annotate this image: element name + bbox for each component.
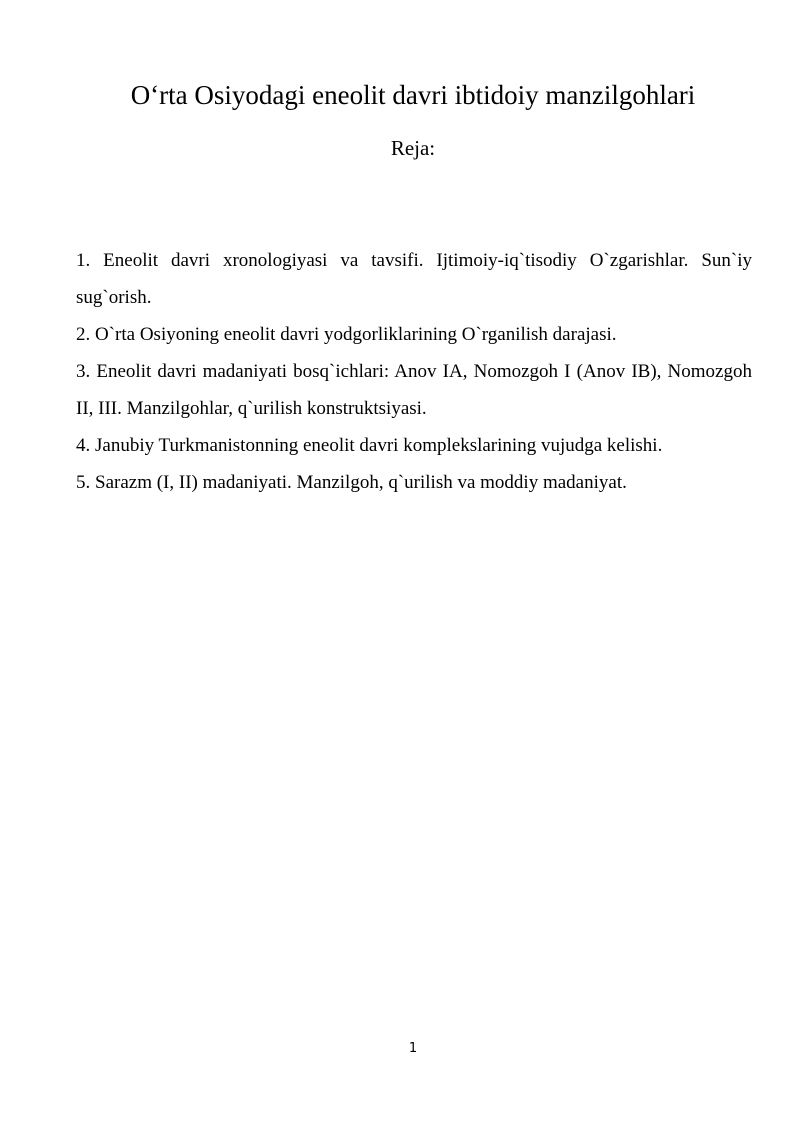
page-title: O‘rta Osiyodagi eneolit davri ibtidoiy manzilgohlari <box>130 80 696 110</box>
plan-item: 2. O`rta Osiyoning eneolit davri yodgorliklarining O`rganilish darajasi. <box>76 324 617 345</box>
plan-heading: Reja: <box>390 136 436 160</box>
plan-list <box>76 242 752 501</box>
plan-item: 1. Eneolit davri xronologiyasi va tavsifi. Ijtimoiy-iq`tisodiy O`zgarishlar. Sun`iy sug`orish. <box>76 250 752 308</box>
plan-item: 5. Sarazm (I, II) madaniyati. Manzilgoh, q`urilish va moddiy madaniyat. <box>76 472 627 493</box>
page-number: 1 <box>408 1041 418 1056</box>
plan-item: 4. Janubiy Turkmanistonning eneolit davri komplekslarining vujudga kelishi. <box>76 435 663 456</box>
plan-item: 3. Eneolit davri madaniyati bosq`ichlari: Anov IA, Nomozgoh I (Anov IB), Nomozgoh II, III. Manzilgohlar, q`urilish konstruktsiyasi. <box>76 361 752 419</box>
